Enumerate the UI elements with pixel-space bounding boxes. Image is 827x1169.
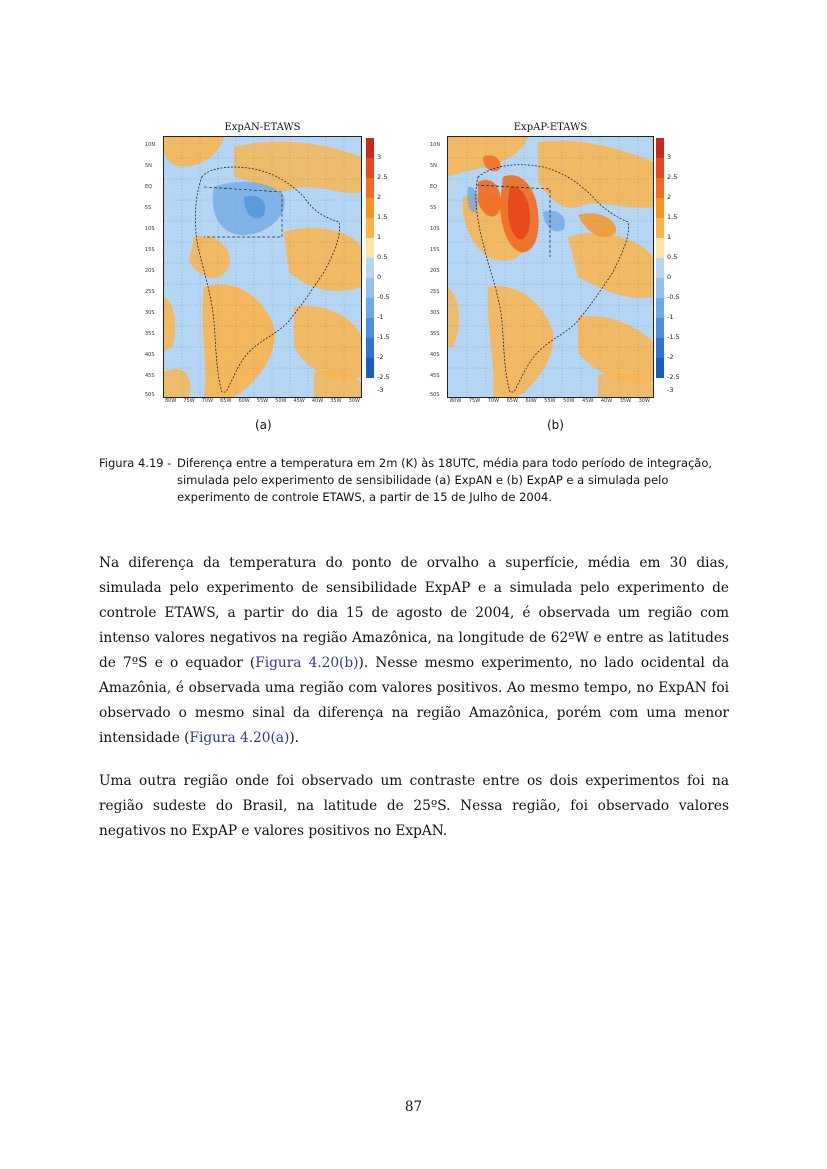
panel-b-y-tick: 45S (430, 373, 440, 379)
panel-a-x-tick: 45W (293, 398, 305, 404)
panel-b-y-tick: EQ (430, 184, 438, 190)
panel-a-colorbar-label: 3 (377, 153, 382, 161)
panel-b-y-tick: 30S (430, 310, 440, 316)
figure-caption (99, 455, 729, 506)
panel-b-y-tick: 10N (430, 142, 441, 148)
panel-a-colorbar (366, 138, 374, 378)
panel-a-y-tick: 10S (145, 226, 155, 232)
panel-a-x-tick: 40W (311, 398, 324, 404)
panel-b-x-tick: 55W (544, 398, 556, 404)
panel-b-colorbar-label: 1 (667, 233, 672, 241)
panel-b-x-tick: 65W (506, 398, 518, 404)
paragraph-1-text: Na diferença da temperatura do ponto de orvalho a superfície, média em 30 dias, simulada pelo experimento de sensibilidade ExpAP e a simulada pelo experimento de controle ETAWS, a partir do dia 15 de agosto de 2004, é observada um região com intenso valores negativos na região Amazônica, na longitude de 62ºW e entre as latitudes de 7ºS e o equador ( (99, 555, 729, 671)
panel-b-colorbar-label: 3 (667, 153, 672, 161)
panel-b-y-tick: 25S (430, 289, 440, 295)
panel-a-label: (a) (255, 418, 272, 432)
panel-b-y-tick: 5S (430, 205, 437, 211)
figure-panel-a (145, 122, 390, 422)
panel-a-y-tick: 45S (145, 373, 155, 379)
panel-b-y-tick: 50S (430, 392, 440, 398)
panel-b-colorbar-label: -1 (667, 313, 674, 321)
panel-a-colorbar-label: -1.5 (377, 333, 390, 341)
panel-a-y-tick: 35S (145, 331, 155, 337)
panel-a-colorbar-label: -2.5 (377, 373, 390, 381)
panel-a-y-tick: 15S (145, 247, 155, 253)
panel-a-y-tick: 10N (145, 142, 156, 148)
panel-b-colorbar-label: 0 (667, 273, 672, 281)
panel-b-y-tick: 10S (430, 226, 440, 232)
panel-a-x-tick: 65W (220, 398, 232, 404)
panel-a-y-tick: 5S (145, 205, 152, 211)
panel-a-colorbar-label: 2.5 (377, 173, 388, 181)
paragraph-1 (99, 551, 729, 751)
panel-a-colorbar-label: -1 (377, 313, 384, 321)
panel-a-y-tick: 40S (145, 352, 155, 358)
panel-b-x-tick: 40W (600, 398, 613, 404)
panel-b-y-tick: 20S (430, 268, 440, 274)
panel-b-y-tick: 15S (430, 247, 440, 253)
panel-a-colorbar-label: 1 (377, 233, 382, 241)
panel-a-y-tick: 50S (145, 392, 155, 398)
panel-a-y-tick: EQ (145, 184, 153, 190)
panel-a-colorbar-label: 1.5 (377, 213, 388, 221)
panel-b-map (447, 136, 654, 398)
panel-b-y-tick: 5N (430, 163, 437, 169)
panel-a-map (163, 136, 362, 398)
paragraph-1-text: ). Nesse mesmo experimento, no lado ocidental da Amazônia, é observada uma região com valores positivos. Ao mesmo tempo, no ExpAN foi observado o mesmo sinal da diferença na região Amazônica, porém com uma menor intensidade ( (99, 655, 729, 746)
paragraph-1-text: ). (289, 730, 300, 746)
figure-panel-b (430, 122, 680, 422)
panel-a-x-tick: 50W (275, 398, 287, 404)
figure-ref-4-20a[interactable]: Figura 4.20(a) (189, 730, 290, 746)
panel-b-colorbar-label: -2 (667, 353, 674, 361)
panel-a-colorbar-label: -2 (377, 353, 384, 361)
panel-a-colorbar-label: 0 (377, 273, 382, 281)
panel-b-colorbar-label: -3 (667, 386, 674, 394)
panel-b-y-tick: 40S (430, 352, 440, 358)
panel-b-x-ticks (450, 398, 650, 404)
panel-b-x-tick: 80W (450, 398, 462, 404)
panel-b-x-tick: 50W (563, 398, 575, 404)
panel-b-x-tick: 35W (619, 398, 632, 404)
panel-a-x-tick: 75W (183, 398, 195, 404)
caption-number: Figura 4.19 - (99, 456, 172, 470)
panel-a-colorbar-label: -0.5 (377, 293, 390, 301)
panel-a-x-tick: 80W (165, 398, 177, 404)
panel-b-colorbar (656, 138, 664, 378)
panel-b-colorbar-label: -2.5 (667, 373, 680, 381)
panel-b-x-tick: 60W (525, 398, 537, 404)
panel-a-colorbar-label: 0.5 (377, 253, 388, 261)
panel-a-x-tick: 55W (256, 398, 269, 404)
panel-b-title: ExpAP-ETAWS (513, 122, 588, 133)
caption-text: Diferença entre a temperatura em 2m (K) às 18UTC, média para todo período de integração, simulada pelo experimento de sensibilidade (a) ExpAN e (b) ExpAP e a simulada pelo experimento de controle ETAWS, a partir de 15 de Julho de 2004. (177, 456, 713, 504)
paragraph-2: Uma outra região onde foi observado um contraste entre os dois experimentos foi na região sudeste do Brasil, na latitude de 25ºS. Nessa região, foi observado valores negativos no ExpAP e valores positivos no ExpAN. (99, 773, 729, 839)
page-number: 87 (404, 1099, 423, 1115)
figure-ref-4-20b[interactable]: Figura 4.20(b) (255, 655, 359, 671)
panel-b-x-tick: 30W (638, 398, 650, 404)
panel-b-colorbar-label: 2 (667, 193, 672, 201)
panel-a-colorbar-label: -3 (377, 386, 384, 394)
panel-a-x-tick: 70W (201, 398, 214, 404)
panel-a-x-tick: 60W (238, 398, 250, 404)
panel-b-x-tick: 75W (468, 398, 481, 404)
panel-a-y-tick: 5N (145, 163, 152, 169)
panel-a-x-ticks (165, 398, 360, 404)
panel-a-colorbar-label: 2 (377, 193, 382, 201)
panel-a-y-tick: 25S (145, 289, 155, 295)
panel-b-colorbar-label: -0.5 (667, 293, 680, 301)
panel-a-y-tick: 20S (145, 268, 155, 274)
panel-b-x-tick: 45W (582, 398, 594, 404)
panel-a-x-tick: 30W (348, 398, 360, 404)
panel-a-x-tick: 35W (330, 398, 342, 404)
panel-b-colorbar-label: 1.5 (667, 213, 678, 221)
panel-a-title: ExpAN-ETAWS (224, 122, 301, 133)
panel-b-label: (b) (547, 418, 564, 432)
panel-b-y-tick: 35S (430, 331, 440, 337)
panel-b-colorbar-label: 0.5 (667, 253, 678, 261)
panel-b-colorbar-label: 2.5 (667, 173, 678, 181)
panel-a-y-tick: 30S (145, 310, 155, 316)
panel-b-x-tick: 70W (487, 398, 500, 404)
panel-b-colorbar-label: -1.5 (667, 333, 680, 341)
